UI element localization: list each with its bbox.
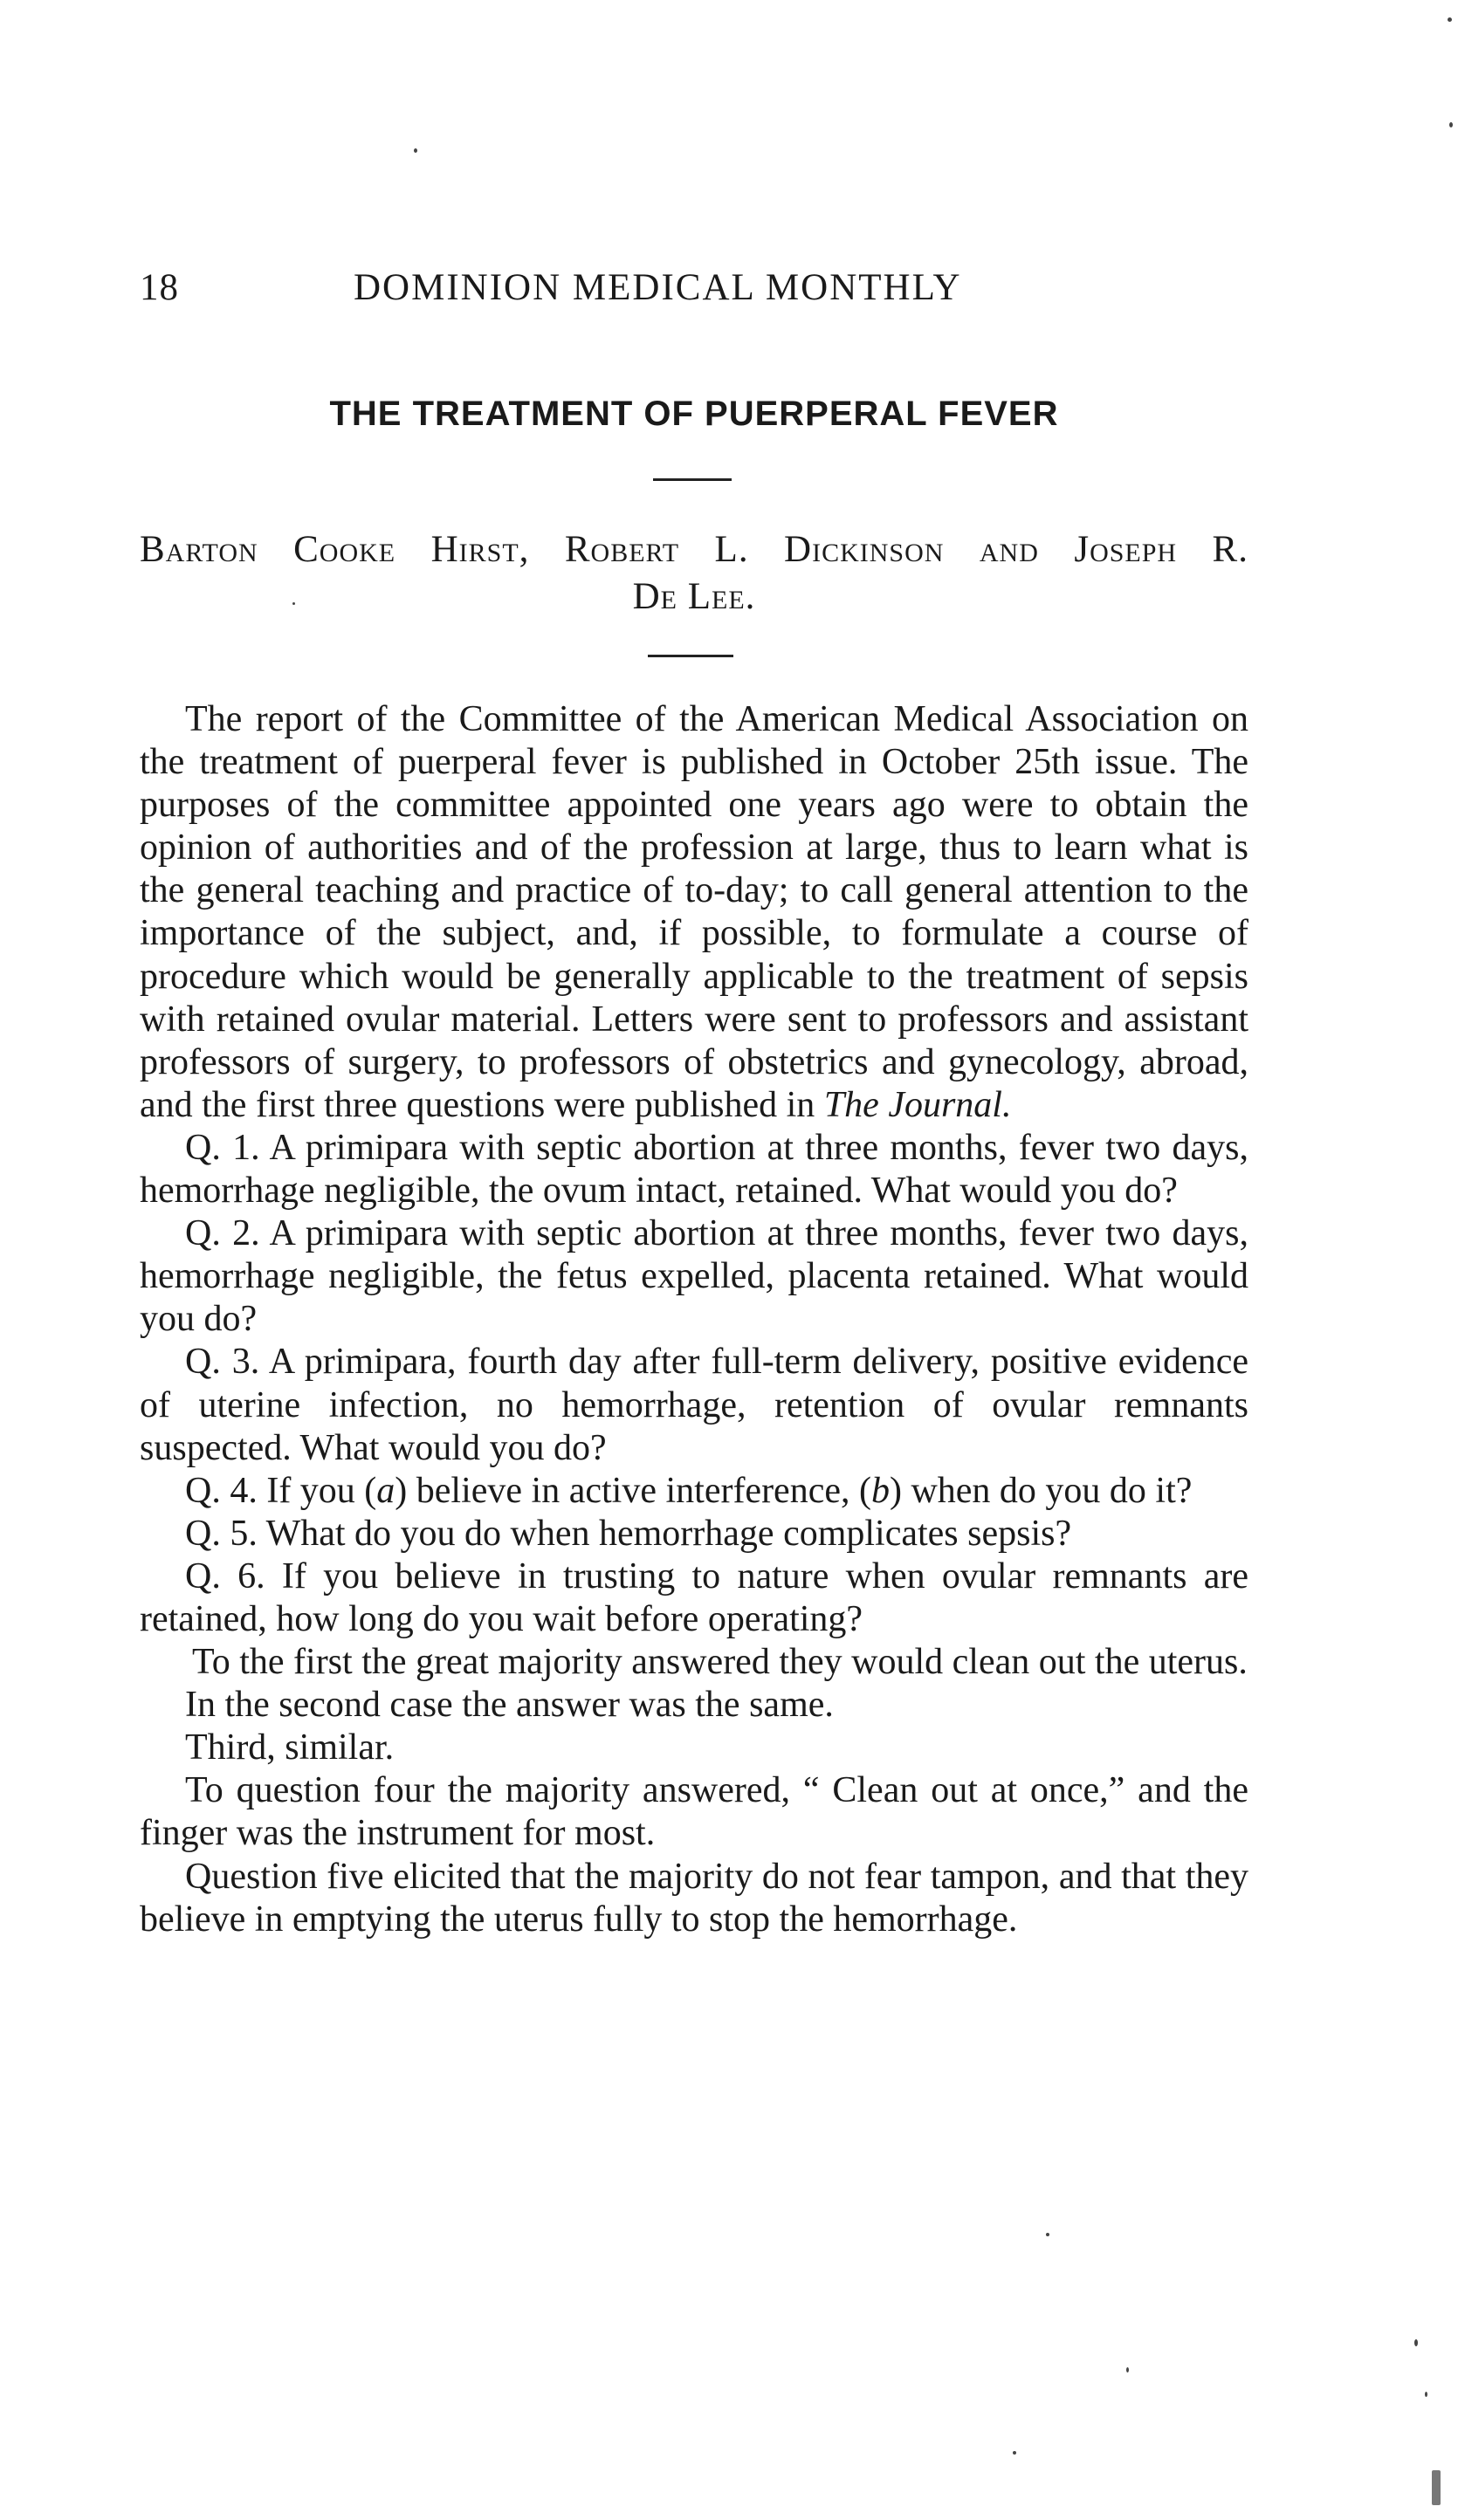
question-1: Q. 1. A primipara with septic abortion at three months, fever two days, hemorrhage negligible, the ovum intact, retained. What would you do? [140, 1127, 1248, 1212]
scan-speck [1414, 2339, 1418, 2346]
question-6: Q. 6. If you believe in trusting to nature when ovular remnants are retained, how long do you wait before operating? [140, 1555, 1248, 1639]
answer-2: In the second case the answer was the same. [185, 1685, 834, 1726]
intro-text: The report of the Committee of the American Medical Association on the treatment of puerperal fever is published in October 25th issue. The purposes of the committee appointed one years ago were to obtain the opinion of authorities and of the profession at large, thus to learn what is the general teaching and practice of to-day; to call general attention to the importance of the subject, and, if possible, to formulate a course of procedure which would be generally applicable to the treatment of sepsis with retained ovular material. Letters were sent to professors and assistant professors of surgery, to professors of obstetrics and gynecology, abroad, and the first three questions were published in [140, 699, 1248, 1125]
scan-speck [1126, 2367, 1129, 2372]
scan-speck [414, 148, 417, 153]
article-body [140, 698, 1248, 1941]
scan-speck [1425, 2392, 1427, 2397]
question-2: Q. 2. A primipara with septic abortion at three months, fever two days, hemorrhage negligible, the fetus expelled, placenta retained. What would you do? [140, 1213, 1248, 1340]
question-4-italic-b: b [870, 1470, 890, 1511]
byline-divider [648, 655, 733, 657]
scan-speck [1013, 2451, 1016, 2455]
answer-5: Question five elicited that the majority do not fear tampon, and that they believe in emptying the uterus fully to stop the hemorrhage. [140, 1856, 1248, 1940]
question-4-italic-a: a [376, 1470, 395, 1511]
answer-4: To question four the majority answered, “ Clean out at once,” and the finger was the instrument for most. [140, 1770, 1248, 1854]
answer-3: Third, similar. [185, 1727, 395, 1768]
question-3: Q. 3. A primipara, fourth day after full-term delivery, positive evidence of uterine infection, no hemorrhage, retention of ovular remnants suspected. What would you do? [140, 1342, 1248, 1468]
question-4-part: ) when do you do it? [889, 1470, 1193, 1511]
question-5: Q. 5. What do you do when hemorrhage complicates sepsis? [185, 1513, 1072, 1554]
scan-speck [1449, 122, 1453, 127]
journal-reference: The Journal. [823, 1084, 1012, 1125]
running-head [140, 266, 1248, 319]
intro-paragraph [140, 698, 1248, 1127]
question-4-part: Q. 4. If you ( [185, 1470, 377, 1511]
scan-speck [1448, 17, 1452, 22]
question-4-part: ) believe in active interference, ( [395, 1470, 871, 1511]
author-line-1: Barton Cooke Hirst, Robert L. Dickinson and Joseph R. [140, 529, 1248, 570]
title-divider [653, 478, 732, 481]
journal-title: DOMINION MEDICAL MONTHLY [354, 267, 962, 308]
scan-speck [1046, 2233, 1049, 2236]
scan-speck [1432, 2470, 1441, 2505]
page-number: 18 [140, 267, 179, 308]
article-title: THE TREATMENT OF PUERPERAL FEVER [329, 395, 1059, 433]
question-4 [140, 1470, 1248, 1513]
answer-1: To the first the great majority answered they would clean out the uterus. [192, 1642, 1248, 1683]
author-line-2: De Lee. [632, 576, 756, 617]
author-byline [140, 526, 1248, 621]
scan-speck [292, 602, 295, 605]
